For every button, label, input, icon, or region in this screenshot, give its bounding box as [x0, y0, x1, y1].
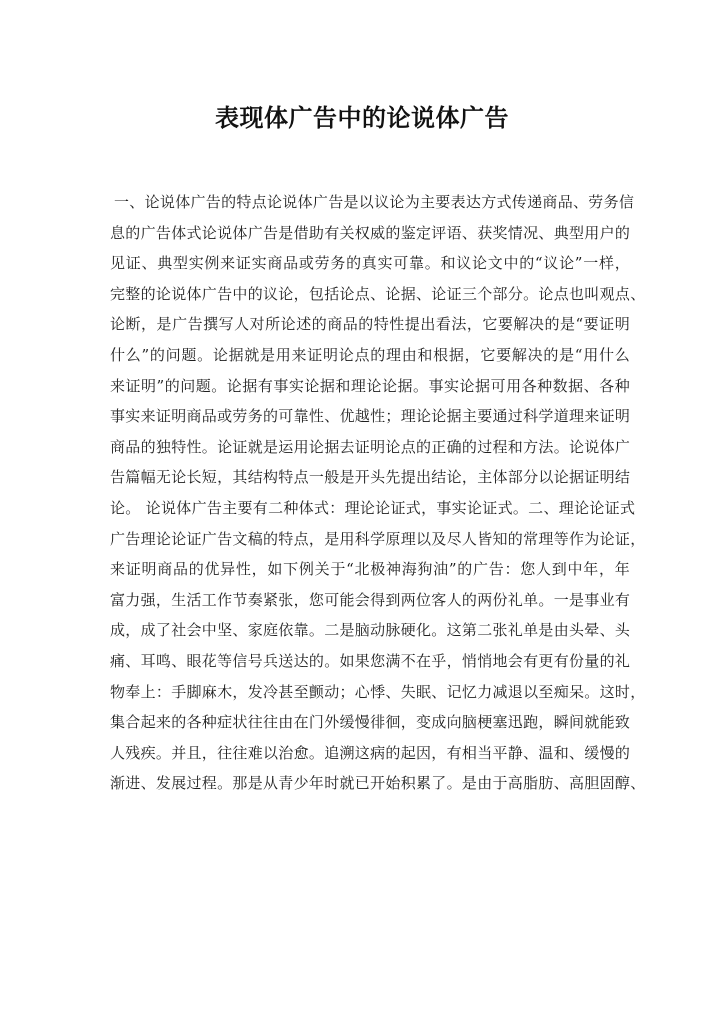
body-line: 一、论说体广告的特点论说体广告是以议论为主要表达方式传递商品、劳务信	[114, 193, 635, 211]
body-line: 富力强，生活工作节奏紧张，您可能会得到两位客人的两份礼单。一是事业有	[110, 590, 631, 609]
body-line: 成，成了社会中坚、家庭依靠。二是脑动脉硬化。这第二张礼单是由头晕、头	[110, 621, 631, 640]
body-line: 商品的独特性。论证就是运用论据去证明论点的正确的过程和方法。论说体广	[110, 437, 631, 456]
body-line: 集合起来的各种症状往往由在门外缓慢徘徊，变成向脑梗塞迅跑，瞬间就能致	[110, 713, 631, 732]
body-line: 人残疾。并且，往往难以治愈。追溯这病的起因，有相当平静、温和、缓慢的	[110, 743, 631, 762]
body-line: 见证、典型实例来证实商品或劳务的真实可靠。和议论文中的“议论”一样，	[110, 254, 630, 273]
body-line: 什么”的问题。论据就是用来证明论点的理由和根据，它要解决的是“用什么	[110, 345, 630, 364]
body-line: 广告理论论证广告文稿的特点，是用科学原理以及尽人皆知的常理等作为论证，	[110, 529, 646, 548]
body-line: 完整的论说体广告中的议论，包括论点、论据、论证三个部分。论点也叫观点、	[110, 284, 646, 303]
document-body	[110, 192, 646, 804]
document-title: 表现体广告中的论说体广告	[215, 104, 509, 132]
body-line: 来证明”的问题。论据有事实论据和理论论据。事实论据可用各种数据、各种	[110, 376, 630, 395]
body-line: 告篇幅无论长短，其结构特点一般是开头先提出结论，主体部分以论据证明结	[110, 468, 631, 487]
body-line: 物奉上：手脚麻木，发冷甚至颤动；心悸、失眠、记忆力减退以至痴呆。这时，	[110, 682, 646, 701]
body-line: 痛、耳鸣、眼花等信号兵送达的。如果您满不在乎，悄悄地会有更有份量的礼	[110, 651, 631, 670]
body-line: 渐进、发展过程。那是从青少年时就已开始积累了。是由于高脂肪、高胆固醇、	[110, 774, 646, 793]
body-line: 论。 论说体广告主要有二种体式：理论论证式，事实论证式。二、理论论证式	[110, 498, 636, 517]
body-line: 息的广告体式论说体广告是借助有关权威的鉴定评语、获奖情况、典型用户的	[110, 223, 631, 242]
body-line: 事实来证明商品或劳务的可靠性、优越性；理论论据主要通过科学道理来证明	[110, 407, 631, 426]
body-line: 论断，是广告撰写人对所论述的商品的特性提出看法，它要解决的是“要证明	[110, 315, 630, 334]
body-line: 来证明商品的优异性，如下例关于“北极神海狗油”的广告：您人到中年，年	[110, 560, 630, 579]
